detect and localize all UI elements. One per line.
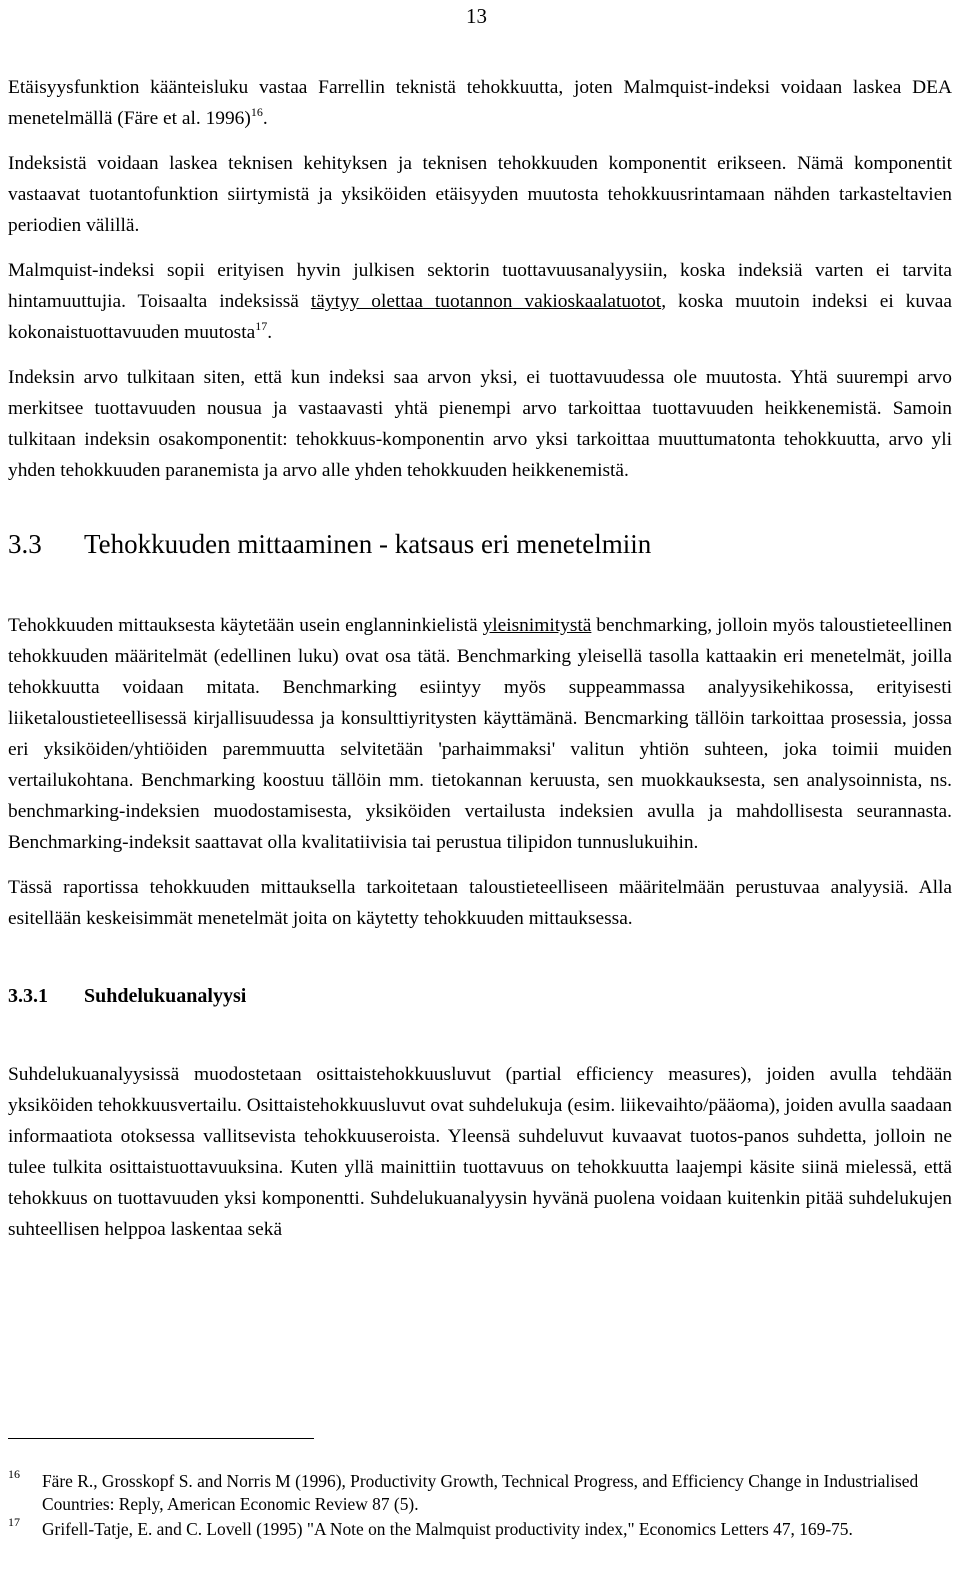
footnote-ref-17: 17: [255, 318, 268, 333]
underlined-text: täytyy olettaa tuotannon vakioskaalatuotot: [310, 291, 662, 312]
paragraph-ratio-analysis: Suhdelukuanalyysissä muodostetaan osittaistehokkuusluvut (partial efficiency measures), joiden avulla tehdään yksiköiden tehokkuusvertailu. Osittaistehokkuusluvut ovat suhdelukuja (esim. liikevaihto/pääoma), joiden avulla saadaan informaatiota otoksessa vallitsevista tehokkuuseroista. Yleensä suhdeluvut kuvaavat tuotos-panos suhdetta, jolloin ne tulee tulkita osittaistuottavuuksina. Kuten yllä mainittiin tuottavuus on tehokkuutta laajempi käsite siinä mielessä, että tehokkuus on tuottavuuden yksi komponentti. Suhdelukuanalyysin hyvänä puolena voidaan kuitenkin pitää suhdelukujen suhteellisen helppoa laskentaa sekä: [8, 1064, 952, 1240]
footnotes: [8, 1467, 952, 1543]
page-number: 13: [466, 4, 487, 28]
subsection-number: 3.3.1: [8, 985, 48, 1007]
footnote-mark: 16: [8, 1467, 20, 1481]
paragraph-text: benchmarking, jolloin myös taloustieteellinen tehokkuuden määritelmät (edellinen luku) ovat osa tätä. Benchmarking yleisellä tasolla kattaakin eri menetelmät, joilla tehokkuutta voidaan mitata. Benchmarking esiintyy myös suppeammassa analyysikehikossa, erityisesti liiketaloustieteellisessä kirjallisuudessa ja konsulttiyritysten käyttämänä. Bencmarking tällöin tarkoittaa prosessia, jossa eri yksiköiden/yhtiöiden paremmuutta selvitetään 'parhaimmaksi' valitun yhtiön suhteen, joka toimii muiden vertailukohtana. Benchmarking koostuu tällöin mm. tietokannan keruusta, sen muokkauksesta, sen analysoinnista, ns. benchmarking-indeksien muodostamisesta, yksiköiden vertailusta indeksien avulla ja mahdollisesta seurannasta. Benchmarking-indeksit saattavat olla kvalitatiivisia tai perustua tilipidon tunnuslukuihin.: [8, 615, 952, 853]
footnote-17: [8, 1515, 952, 1541]
section-number: 3.3: [8, 529, 42, 559]
paragraph-interpretation: Indeksin arvo tulkitaan siten, että kun indeksi saa arvon yksi, ei tuottavuudessa ole muutosta. Yhtä suurempi arvo merkitsee tuottavuuden nousua ja vastaavasti yhtä pienempi arvo tarkoittaa tuottavuuden heikkenemistä. Samoin tulkitaan indeksin osakomponentit: tehokkuus-komponentin arvo yksi tarkoittaa muuttumatonta tehokkuutta, arvo yli yhden tehokkuuden paranemista ja arvo alle yhden tehokkuuden heikkenemistä.: [8, 367, 952, 481]
paragraph-malmquist-dea: [8, 72, 952, 134]
footnote-mark: 17: [8, 1515, 20, 1529]
footnote-divider: [8, 1438, 314, 1439]
paragraph-text: , koska muutoin indeksi ei kuvaa kokonaistuottavuuden muutosta: [8, 291, 952, 343]
footnote-16: [8, 1467, 952, 1516]
paragraph-text: .: [262, 108, 268, 129]
footnote-text: Färe R., Grosskopf S. and Norris M (1996), Productivity Growth, Technical Progress, and Efficiency Change in Industrialised Countries: Reply, American Economic Review 87 (5).: [42, 1471, 919, 1514]
paragraph-public-sector: [8, 255, 952, 348]
underlined-text: yleisnimitystä: [482, 615, 592, 636]
paragraph-text: .: [267, 322, 273, 343]
subsection-title: Suhdelukuanalyysi: [84, 985, 247, 1007]
footnote-text: Grifell-Tatje, E. and C. Lovell (1995) "A Note on the Malmquist productivity index," Economics Letters 47, 169-75.: [42, 1519, 853, 1539]
paragraph-text: Etäisyysfunktion käänteisluku vastaa Farrellin teknistä tehokkuutta, joten Malmquist-indeksi voidaan laskea DEA menetelmällä (Färe et al. 1996): [8, 77, 952, 129]
subsection-heading: [8, 981, 952, 1011]
section-title: Tehokkuuden mittaaminen - katsaus eri menetelmiin: [84, 529, 652, 559]
paragraph-components: Indeksistä voidaan laskea teknisen kehityksen ja teknisen tehokkuuden komponentit erikseen. Nämä komponentit vastaavat tuotantofunktion siirtymistä ja yksiköiden etäisyyden muutosta tehokkuusrintamaan nähden tarkasteltavien periodien välillä.: [8, 153, 952, 236]
paragraph-text: Tehokkuuden mittauksesta käytetään usein englanninkielistä: [8, 615, 483, 636]
paragraph-report-scope: Tässä raportissa tehokkuuden mittauksella tarkoitetaan taloustieteelliseen määritelmään perustuvaa analyysiä. Alla esitellään keskeisimmät menetelmät joita on käytetty tehokkuuden mittauksessa.: [8, 877, 952, 929]
section-heading: [8, 528, 952, 560]
footnote-ref-16: 16: [250, 104, 263, 119]
main-content: [8, 72, 952, 1245]
paragraph-text: Malmquist-indeksi sopii erityisen hyvin julkisen sektorin tuottavuusanalyysiin, koska indeksiä varten ei tarvita hintamuuttujia. Toisaalta indeksissä: [8, 260, 952, 312]
paragraph-benchmarking: [8, 610, 952, 858]
